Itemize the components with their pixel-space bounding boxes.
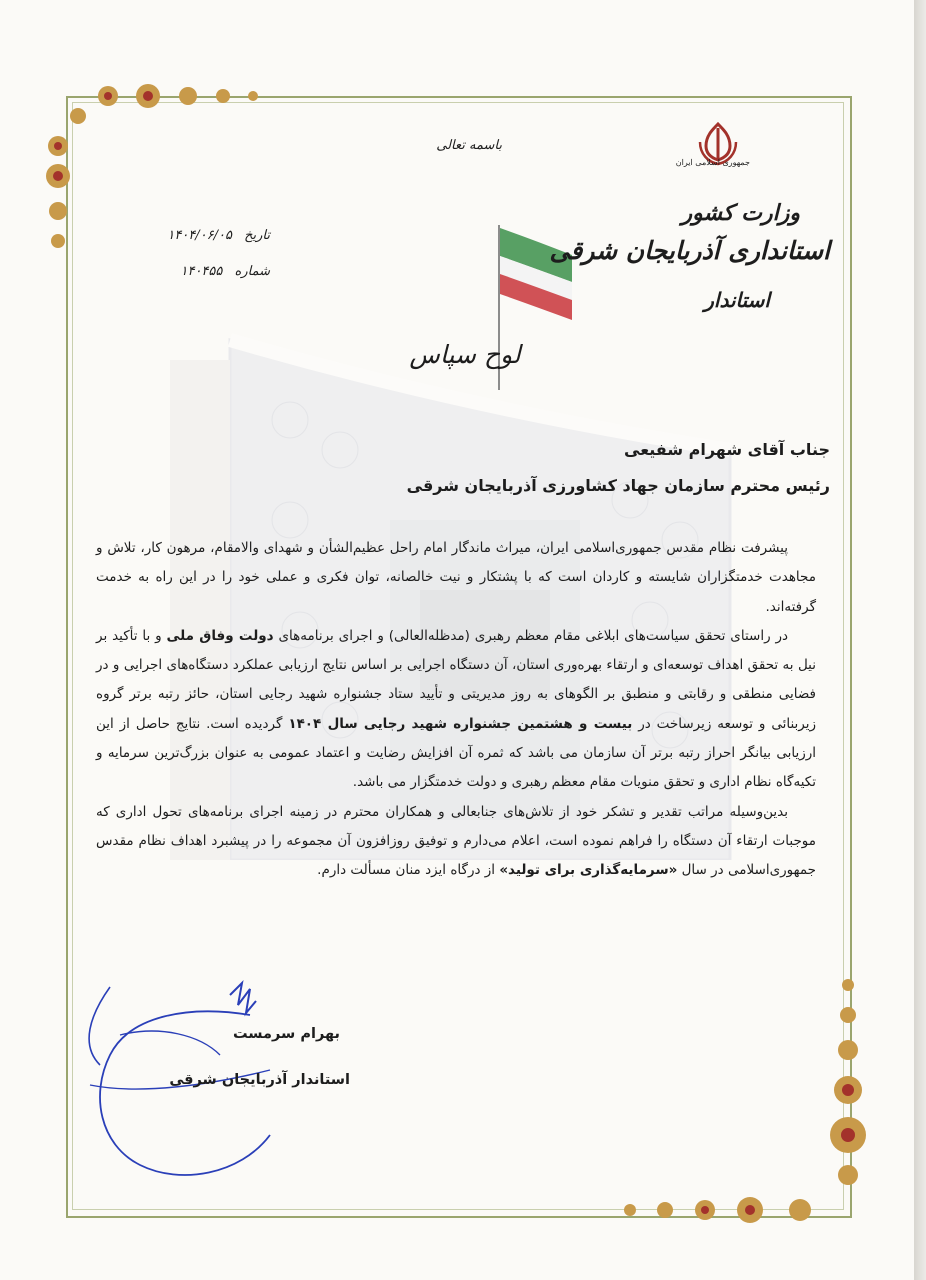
body-paragraph-3-emphasis: «سرمایه‌گذاری برای تولید» bbox=[499, 862, 678, 879]
number-value: ۱۴۰۴۵۵ bbox=[180, 264, 223, 279]
signatory-name: بهرام سرمست bbox=[232, 1026, 340, 1042]
body-paragraph-3-part-a: بدین‌وسیله مراتب تقدیر و تشکر خود از تلاش‌های جنابعالی و همکاران محترم در زمینه اجرای برنامه‌های تحول اداری که موجبات ارتقاء آن دستگاه را فراهم نموده است، اعلام می‌دارم و توفیق روزافزون آن مجموعه را در پیشبرد اهداف نظام مقدس جمهوری‌اسلامی در سال bbox=[96, 803, 816, 879]
corner-ornament-bottom-right-icon bbox=[610, 970, 900, 1230]
letter-title: لوح سپاس bbox=[409, 340, 521, 369]
letter-body bbox=[96, 534, 816, 886]
body-paragraph-2-emphasis-1: دولت وفاق ملی bbox=[166, 627, 274, 644]
invocation: باسمه تعالی bbox=[436, 138, 502, 153]
date-label: تاریخ bbox=[244, 228, 270, 243]
iran-emblem-icon bbox=[694, 120, 742, 180]
date-row bbox=[120, 228, 270, 243]
body-paragraph-2-part-a: در راستای تحقق سیاست‌های ابلاغی مقام معظم رهبری (مدظله‌العالی) و اجرای برنامه‌های bbox=[273, 627, 788, 644]
scan-edge bbox=[914, 0, 926, 1280]
body-paragraph-2 bbox=[96, 622, 816, 798]
date-value: ۱۴۰۴/۰۶/۰۵ bbox=[167, 228, 232, 243]
office-name: استاندار bbox=[704, 288, 770, 312]
body-paragraph-1: پیشرفت نظام مقدس جمهوری‌اسلامی ایران، میراث ماندگار امام راحل عظیم‌الشأن و شهدای والامقام، مرهون کار، تلاش و مجاهدت خدمتگزاران شایسته و کاردان است که با پشتکار و نیت خالصانه، توان فکری و عملی خود را در این راه به خدمت گرفته‌اند. bbox=[96, 540, 816, 615]
country-name: جمهوری اسلامی ایران bbox=[675, 158, 750, 167]
body-paragraph-3-part-c: از درگاه ایزد منان مسألت دارم. bbox=[317, 862, 500, 879]
ministry-name: وزارت کشور bbox=[681, 200, 800, 226]
body-paragraph-2-emphasis-2: بیست و هشتمین جشنواره شهید رجایی سال ۱۴۰۴ bbox=[288, 715, 633, 732]
body-paragraph-2-part-c: و با تأکید بر نیل به تحقق اهداف توسعه‌ای و ارتقاء بهره‌وری استان، آن دستگاه اجرایی بر اساس نتایج ارزیابی عملکرد دستگاه‌های اجرایی و در فضایی منطقی و رقابتی و منطبق بر الگوهای به روز مدیریتی و تأیید ستاد جشنواره شهید رجایی استان، حائز رتبه برتر گروه زیربنائی و توسعه زیرساخت در bbox=[96, 627, 816, 732]
signatory-position: استاندار آذربایجان شرقی bbox=[169, 1072, 350, 1088]
body-paragraph-3 bbox=[96, 798, 816, 886]
number-row bbox=[150, 264, 270, 279]
governorate-name: استانداری آذربایجان شرقی bbox=[549, 236, 830, 265]
body-paragraph-2-part-e: گردیده است. نتایج حاصل از این ارزیابی بیانگر احراز رتبه برتر آن سازمان می باشد که ثمره آن افزایش رضایت و اعتماد عمومی به عنوان بزرگ‌ترین سرمایه و تکیه‌گاه نظام اداری و تحقق منویات مقام معظم رهبری و دولت خدمتگزار می باشد. bbox=[96, 715, 816, 791]
recipient-name: جناب آقای شهرام شفیعی bbox=[624, 440, 830, 459]
number-label: شماره bbox=[234, 264, 270, 279]
recipient-position: رئیس محترم سازمان جهاد کشاورزی آذربایجان شرقی bbox=[406, 476, 830, 495]
